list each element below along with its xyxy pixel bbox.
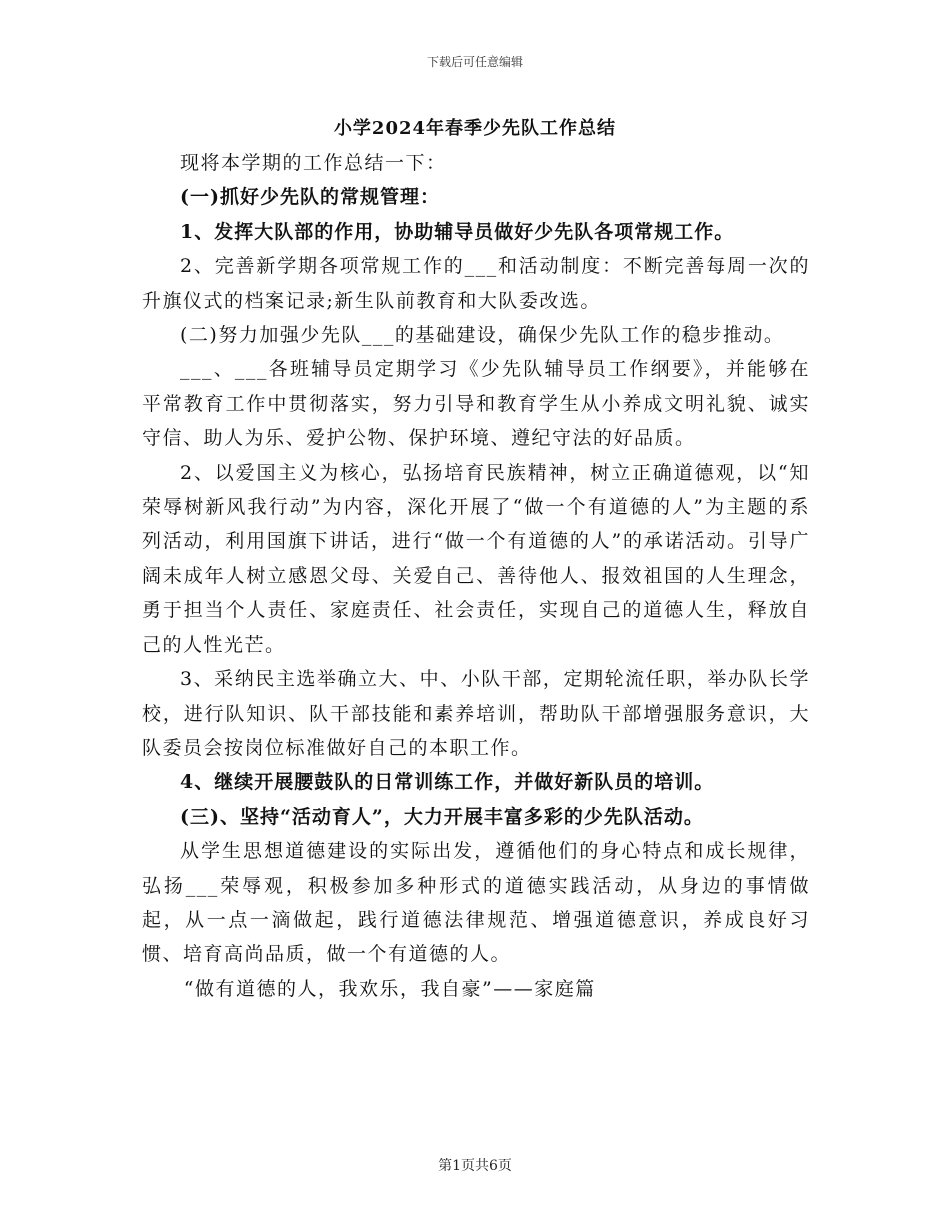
header-note: 下载后可任意编辑	[426, 55, 523, 69]
paragraph-item-2: 2、完善新学期各项常规工作的___和活动制度：不断完善每周一次的升旗仪式的档案记录;新生队前教育和大队委改选。	[142, 255, 810, 312]
paragraph-moral-practice: 从学生思想道德建设的实际出发，遵循他们的身心特点和成长规律，弘扬___荣辱观，积极参加多种形式的道德实践活动，从身边的事情做起，从一点一滴做起，践行道德法律规范、增强道德意识，养成良好习惯、培育高尚品质，做一个有道德的人。	[142, 840, 810, 966]
heading-section-3: (三)、坚持“活动育人”，大力开展丰富多彩的少先队活动。	[180, 805, 704, 828]
heading-section-2: (二)努力加强少先队___的基础建设，确保少先队工作的稳步推动。	[180, 324, 785, 347]
paragraph-intro: 现将本学期的工作总结一下：	[180, 152, 447, 174]
paragraph-family-chapter: “做有道德的人，我欢乐，我自豪”——家庭篇	[183, 977, 596, 1000]
paragraph-item-election: 3、采纳民主选举确立大、中、小队干部，定期轮流任职，举办队长学校，进行队知识、队干部技能和素养培训，帮助队干部增强服务意识，大队委员会按岗位标准做好自己的本职工作。	[142, 668, 810, 759]
document-title: 小学2024年春季少先队工作总结	[333, 118, 617, 139]
document-body	[142, 146, 810, 1006]
paragraph-item-patriotism: 2、以爱国主义为核心，弘扬培育民族精神，树立正确道德观，以“知荣辱树新风我行动”为内容，深化开展了“做一个有道德的人”为主题的系列活动，利用国旗下讲话，进行“做一个有道德的人”的承诺活动。引导广阔未成年人树立感恩父母、关爱自己、善待他人、报效祖国的人生理念，勇于担当个人责任、家庭责任、社会责任，实现自己的道德人生，释放自己的人性光芒。	[142, 461, 810, 656]
page-footer: 第1页共6页	[438, 1158, 512, 1174]
paragraph-item-drum-team: 4、继续开展腰鼓队的日常训练工作，并做好新队员的培训。	[180, 771, 715, 794]
paragraph-item-1: 1、发挥大队部的作用，协助辅导员做好少先队各项常规工作。	[180, 220, 735, 243]
heading-section-1: (一)抓好少先队的常规管理：	[180, 186, 440, 209]
paragraph-item-training: ___、___各班辅导员定期学习《少先队辅导员工作纲要》，并能够在平常教育工作中贯彻落实，努力引导和教育学生从小养成文明礼貌、诚实守信、助人为乐、爱护公物、保护环境、遵纪守法的好品质。	[142, 358, 810, 450]
